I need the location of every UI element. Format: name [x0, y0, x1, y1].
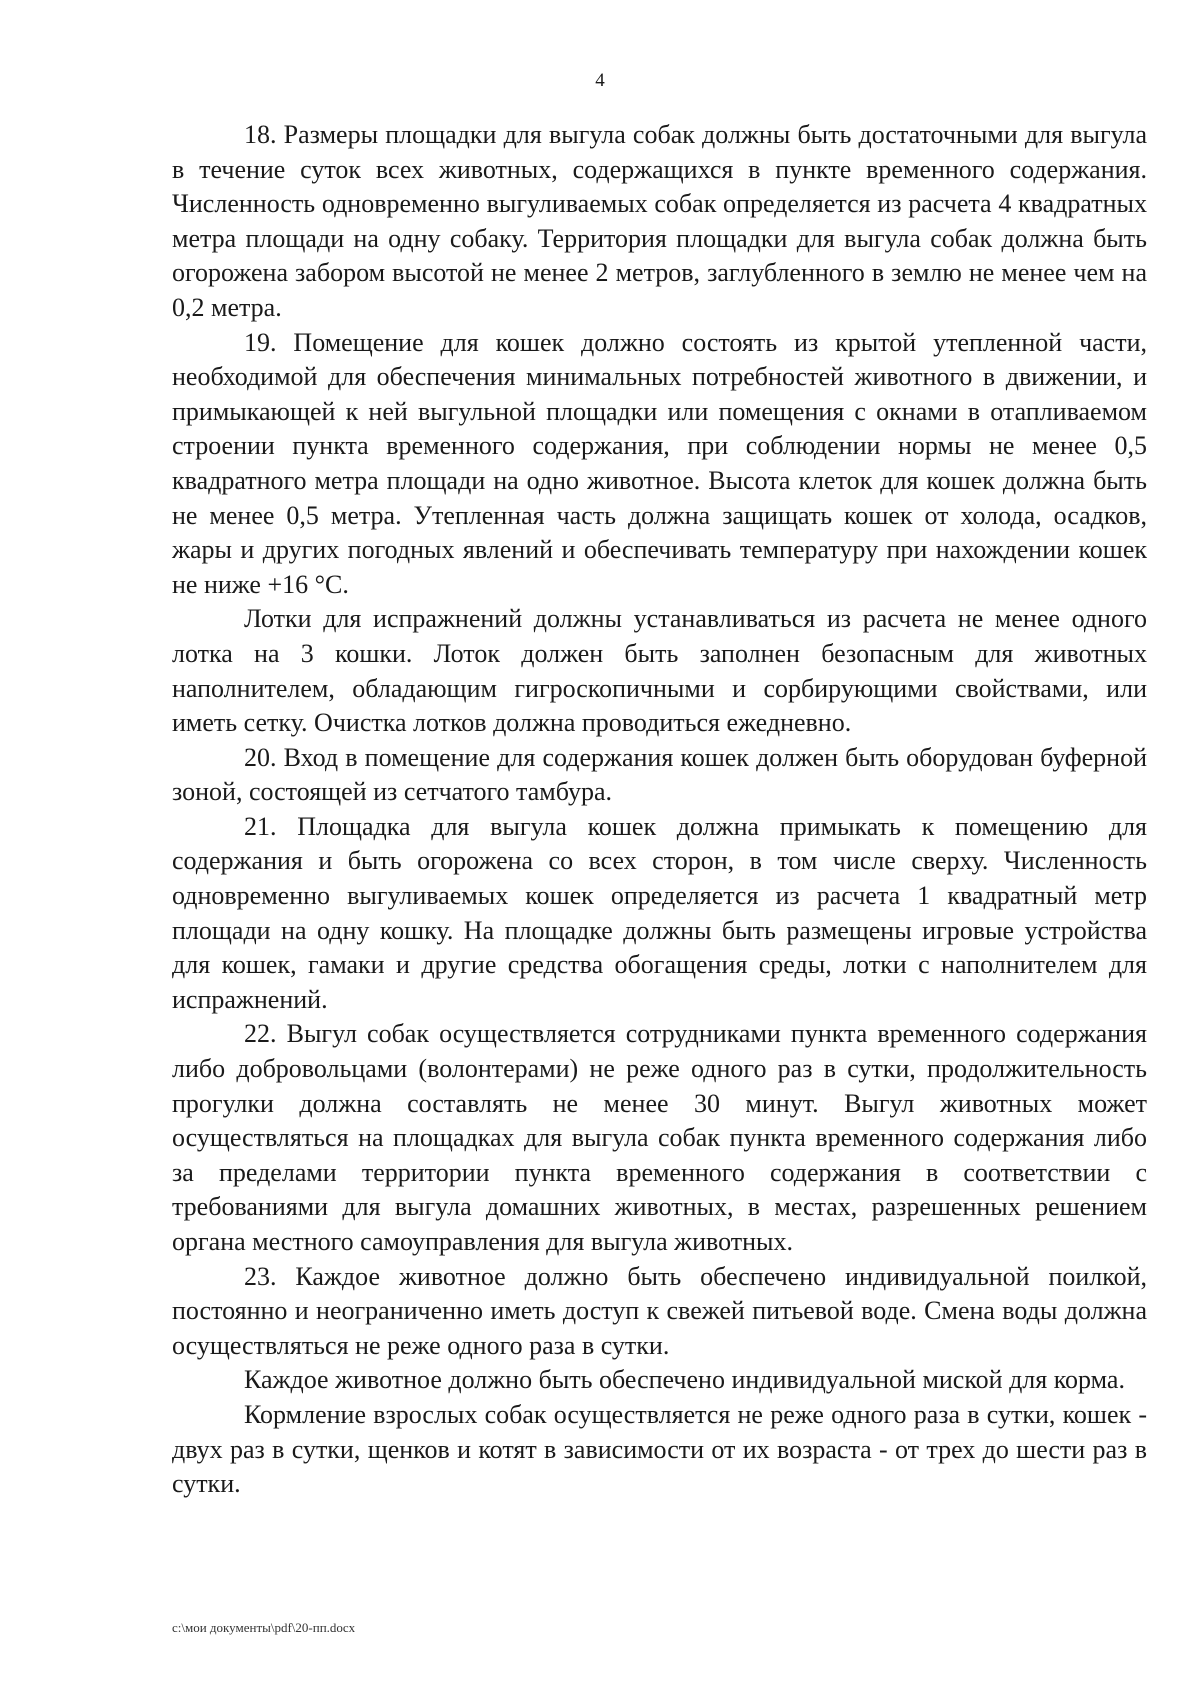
paragraph-23: 23. Каждое животное должно быть обеспечено индивидуальной поилкой, постоянно и неограниченно иметь доступ к свежей питьевой воде. Смена воды должна осуществляться не реже одного раза в сутки. — [172, 1261, 1147, 1360]
footer-file-path: c:\мои документы\pdf\20-пп.docx — [172, 1620, 356, 1635]
document-body — [172, 118, 1147, 1502]
paragraph-feeding-bowl: Каждое животное должно быть обеспечено индивидуальной миской для корма. — [244, 1365, 1125, 1395]
paragraph-20: 20. Вход в помещение для содержания кошек должен быть оборудован буферной зоной, состоящей из сетчатого тамбура. — [172, 742, 1147, 807]
paragraph-litter-trays: Лотки для испражнений должны устанавливаться из расчета не менее одного лотка на 3 кошки. Лоток должен быть заполнен безопасным для животных наполнителем, обладающим гигроскопичными и сорбирующими свойствами, или иметь сетку. Очистка лотков должна проводиться ежедневно. — [172, 604, 1147, 738]
paragraph-22: 22. Выгул собак осуществляется сотрудниками пункта временного содержания либо добровольцами (волонтерами) не реже одного раз в сутки, продолжительность прогулки должна составлять не менее 30 минут. Выгул животных может осуществляться на площадках для выгула собак пункта временного содержания либо за пределами территории пункта временного содержания в соответствии с требованиями для выгула домашних животных, в местах, разрешенных решением органа местного самоуправления для выгула животных. — [172, 1019, 1147, 1256]
paragraph-feeding-schedule: Кормление взрослых собак осуществляется не реже одного раза в сутки, кошек - двух раз в сутки, щенков и котят в зависимости от их возраста - от трех до шести раз в сутки. — [172, 1399, 1147, 1499]
page-number: 4 — [595, 70, 605, 91]
paragraph-19: 19. Помещение для кошек должно состоять из крытой утепленной части, необходимой для обеспечения минимальных потребностей животного в движении, и примыкающей к ней выгульной площадки или помещения с окнами в отапливаемом строении пункта временного содержания, при соблюдении нормы не менее 0,5 квадратного метра площади на одно животное. Высота клеток для кошек должна быть не менее 0,5 метра. Утепленная часть должна защищать кошек от холода, осадков, жары и других погодных явлений и обеспечивать температуру при нахождении кошек не ниже +16 °С. — [172, 327, 1147, 599]
paragraph-18: 18. Размеры площадки для выгула собак должны быть достаточными для выгула в течение суток всех животных, содержащихся в пункте временного содержания. Численность одновременно выгуливаемых собак определяется из расчета 4 квадратных метра площади на одну собаку. Территория площадки для выгула собак должна быть огорожена забором высотой не менее 2 метров, заглубленного в землю не менее чем на 0,2 метра. — [172, 120, 1147, 322]
paragraph-21: 21. Площадка для выгула кошек должна примыкать к помещению для содержания и быть огорожена со всех сторон, в том числе сверху. Численность одновременно выгуливаемых кошек определяется из расчета 1 квадратный метр площади на одну кошку. На площадке должны быть размещены игровые устройства для кошек, гамаки и другие средства обогащения среды, лотки с наполнителем для испражнений. — [172, 811, 1147, 1014]
